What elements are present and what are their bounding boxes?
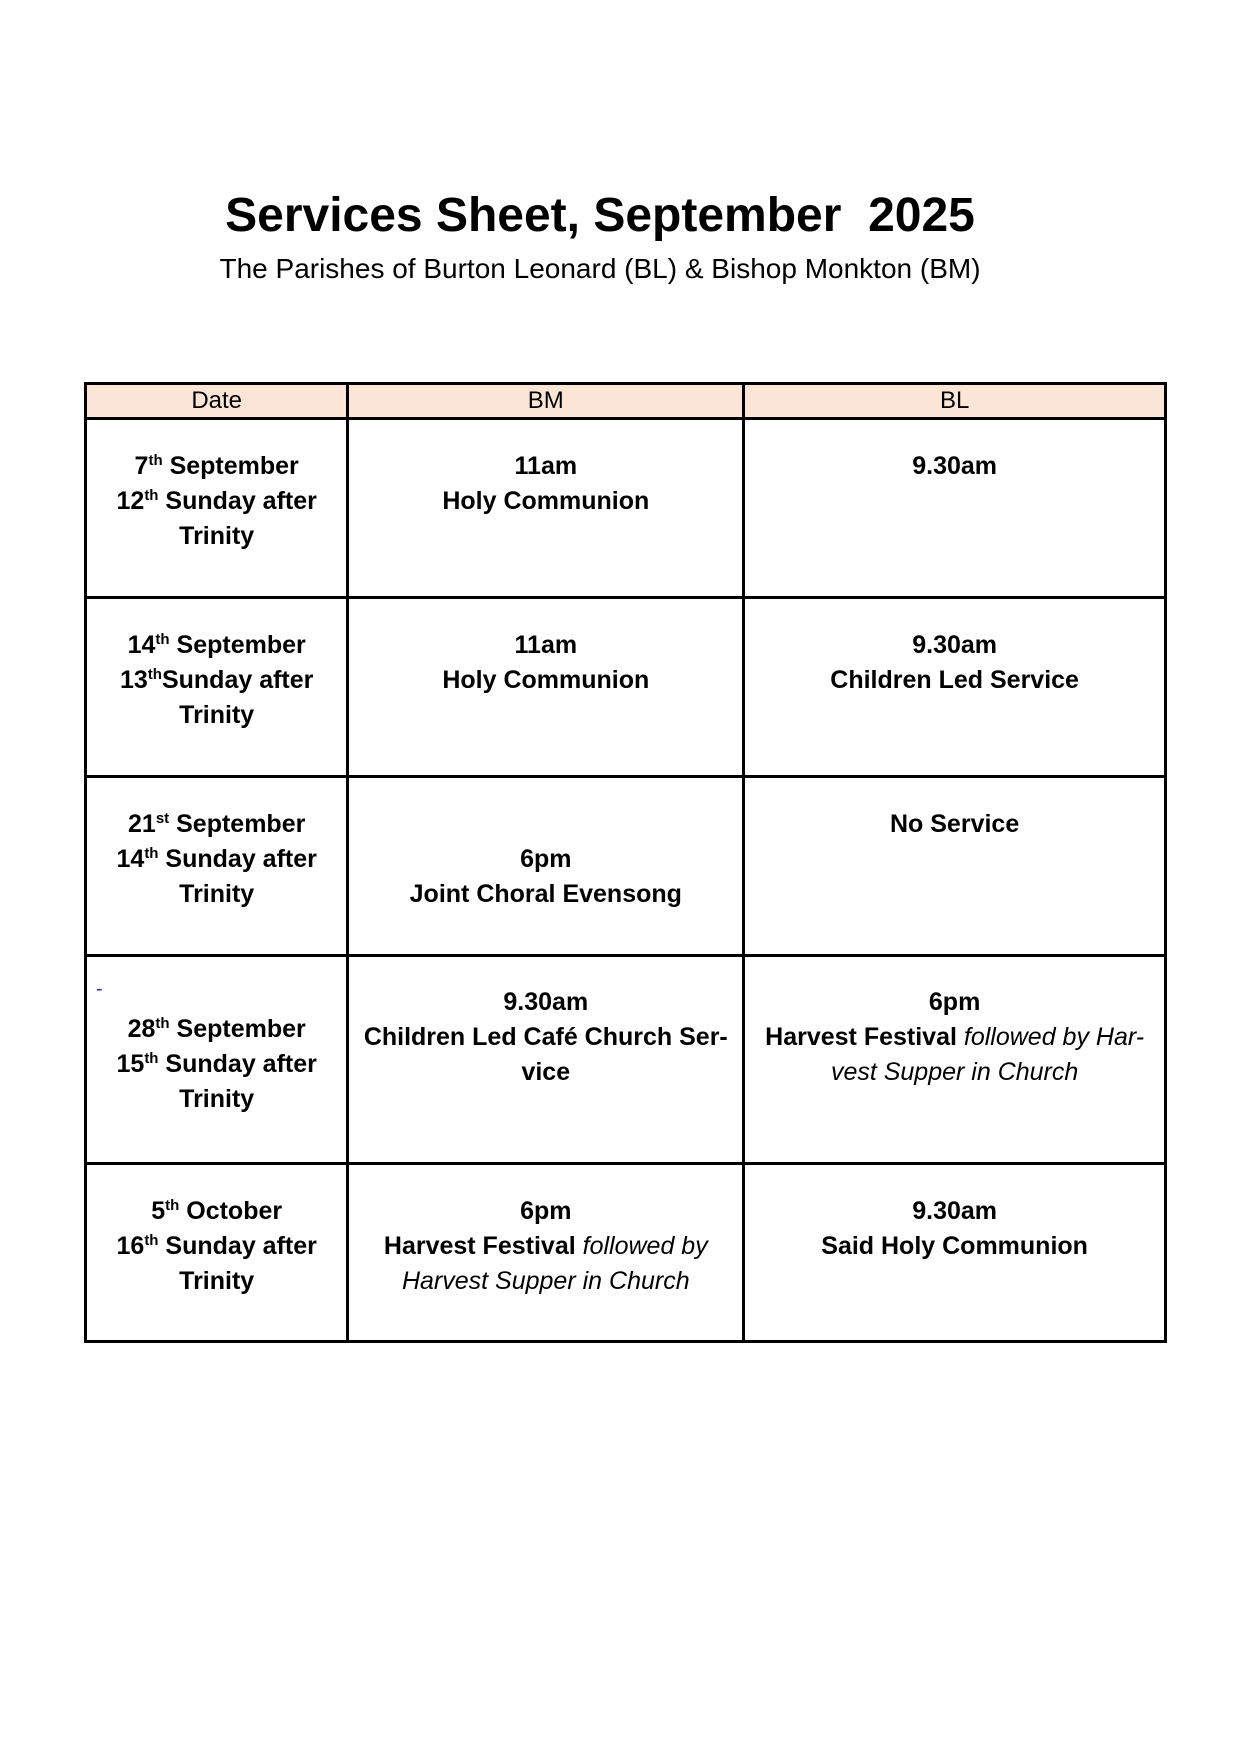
column-header-date: Date	[86, 384, 348, 419]
service-name: Children Led Service	[830, 666, 1079, 694]
bl-service-cell	[744, 777, 1166, 956]
service-name: Holy Communion	[442, 666, 650, 694]
date-cell: 14th September 13thSunday after Trinity	[86, 598, 348, 777]
service-time: 6pm	[520, 845, 572, 873]
date-cell: 28th September 15th Sunday after Trinity	[86, 956, 348, 1164]
service-name: Children Led Café Church Ser- vice	[363, 1023, 728, 1086]
column-header-bl: BL	[744, 384, 1166, 419]
service-time: 6pm	[928, 988, 981, 1016]
bm-service-cell	[348, 598, 744, 777]
service-name: Joint Choral Evensong	[409, 880, 682, 908]
bl-service-cell	[744, 598, 1166, 777]
service-time: 11am	[514, 631, 578, 659]
bl-service-cell	[744, 1164, 1166, 1342]
bm-service-cell	[348, 777, 744, 956]
table-row	[86, 956, 1166, 1164]
service-time: 9.30am	[912, 631, 998, 659]
column-header-bm: BM	[348, 384, 744, 419]
service-time: 9.30am	[912, 452, 998, 480]
page-title: Services Sheet, September 2025	[225, 189, 975, 242]
service-time: 11am	[514, 452, 578, 480]
bl-service-cell	[744, 956, 1166, 1164]
table-row	[86, 777, 1166, 956]
service-name: Harvest Festival followed by Harvest Supper in Church	[383, 1232, 708, 1295]
service-name: Said Holy Communion	[821, 1232, 1088, 1260]
table-row	[86, 598, 1166, 777]
bm-service-cell	[348, 956, 744, 1164]
service-time: 9.30am	[912, 1197, 998, 1225]
bm-service-cell	[348, 1164, 744, 1342]
service-time: No Service	[889, 810, 1020, 838]
service-time: 6pm	[520, 1197, 572, 1225]
page-subtitle: The Parishes of Burton Leonard (BL) & Bishop Monkton (BM)	[219, 253, 981, 284]
service-time: 9.30am	[503, 988, 589, 1016]
row-marker: -	[96, 978, 103, 1000]
bl-service-cell	[744, 419, 1166, 598]
table-row	[86, 419, 1166, 598]
date-cell: 21st September 14th Sunday after Trinity	[86, 777, 348, 956]
date-cell: 5th October 16th Sunday after Trinity	[86, 1164, 348, 1342]
bm-service-cell	[348, 419, 744, 598]
table-row	[86, 1164, 1166, 1342]
services-table	[84, 382, 1167, 1343]
service-name: Holy Communion	[442, 487, 650, 515]
date-cell: 7th September 12th Sunday after Trinity	[86, 419, 348, 598]
service-name: Harvest Festival followed by Har- vest Supper in Church	[765, 1023, 1145, 1086]
table-header-row	[86, 384, 1166, 419]
